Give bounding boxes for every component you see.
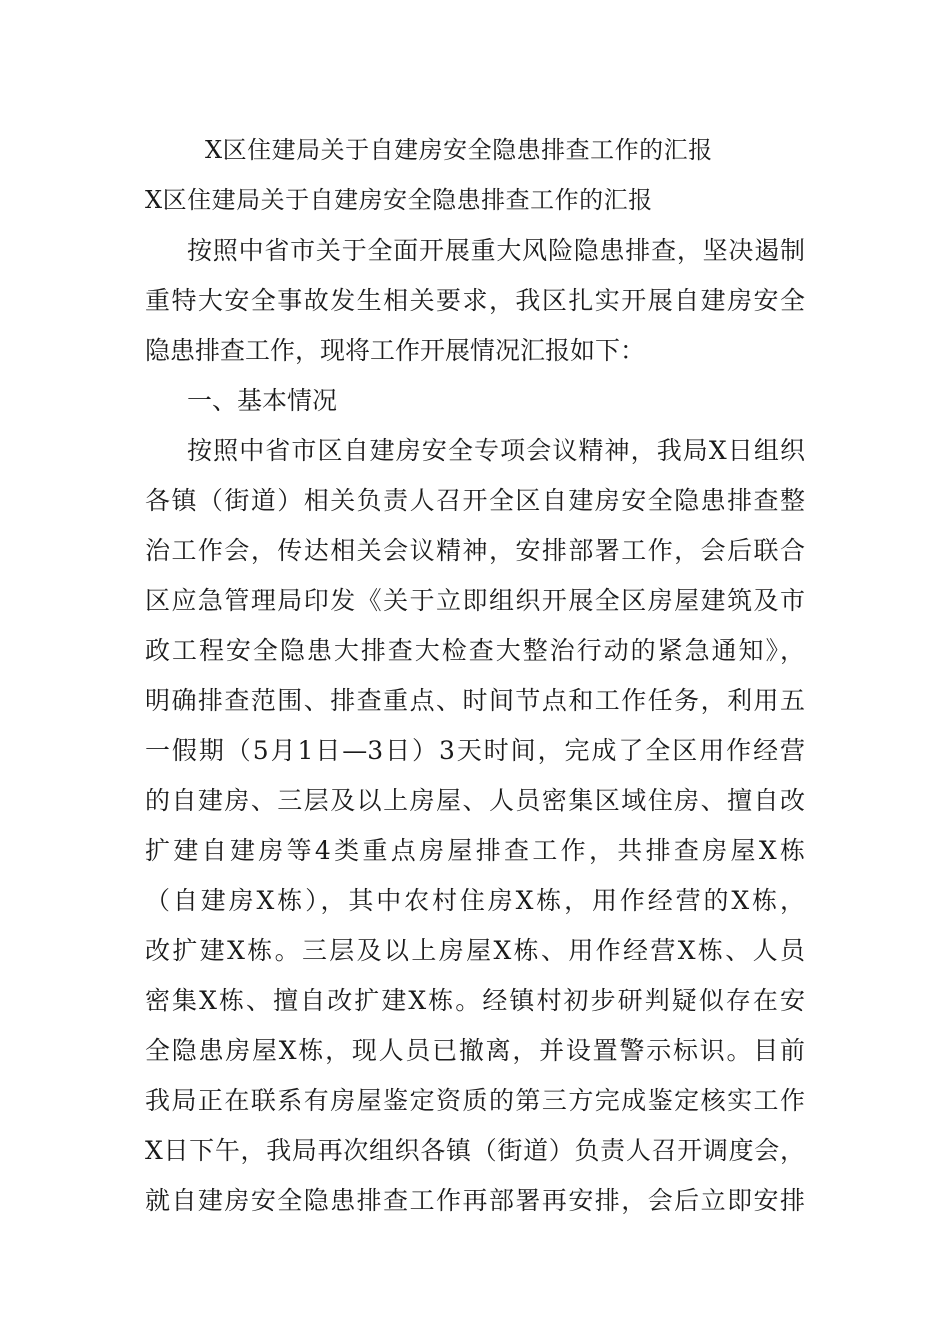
paragraph-line: 扩建自建房等4类重点房屋排查工作，共排查房屋X栋	[145, 836, 805, 865]
document-title: X区住建局关于自建房安全隐患排查工作的汇报	[205, 136, 713, 164]
paragraph-line: 重特大安全事故发生相关要求，我区扎实开展自建房安全	[145, 286, 805, 315]
paragraph-line: X日下午，我局再次组织各镇（街道）负责人召开调度会，	[145, 1136, 805, 1165]
paragraph-line: 政工程安全隐患大排查大检查大整治行动的紧急通知》，	[145, 636, 805, 665]
paragraph-line: 密集X栋、擅自改扩建X栋。经镇村初步研判疑似存在安	[145, 986, 805, 1015]
paragraph-line: 全隐患房屋X栋，现人员已撤离，并设置警示标识。目前	[145, 1036, 805, 1065]
paragraph-line: 按照中省市区自建房安全专项会议精神，我局X日组织	[187, 436, 805, 465]
paragraph-line: 改扩建X栋。三层及以上房屋X栋、用作经营X栋、人员	[145, 936, 805, 965]
paragraph-line: 按照中省市关于全面开展重大风险隐患排查，坚决遏制	[187, 236, 805, 265]
paragraph-line: 就自建房安全隐患排查工作再部署再安排，会后立即安排	[145, 1186, 805, 1215]
paragraph-line: 我局正在联系有房屋鉴定资质的第三方完成鉴定核实工作	[145, 1086, 805, 1115]
paragraph-line: 一假期（5月1日—3日）3天时间，完成了全区用作经营	[145, 736, 805, 765]
paragraph-line: 区应急管理局印发《关于立即组织开展全区房屋建筑及市	[145, 586, 805, 615]
paragraph-line: 的自建房、三层及以上房屋、人员密集区域住房、擅自改	[145, 786, 805, 815]
paragraph-line: （自建房X栋），其中农村住房X栋，用作经营的X栋，	[145, 886, 805, 915]
document-subtitle: X区住建局关于自建房安全隐患排查工作的汇报	[145, 186, 653, 214]
paragraph-line: 隐患排查工作，现将工作开展情况汇报如下：	[145, 336, 646, 365]
paragraph-line: 明确排查范围、排查重点、时间节点和工作任务，利用五	[145, 686, 805, 715]
paragraph-line: 治工作会，传达相关会议精神，安排部署工作，会后联合	[145, 536, 805, 565]
section-heading: 一、基本情况	[187, 386, 338, 415]
paragraph-line: 各镇（街道）相关负责人召开全区自建房安全隐患排查整	[145, 486, 805, 515]
